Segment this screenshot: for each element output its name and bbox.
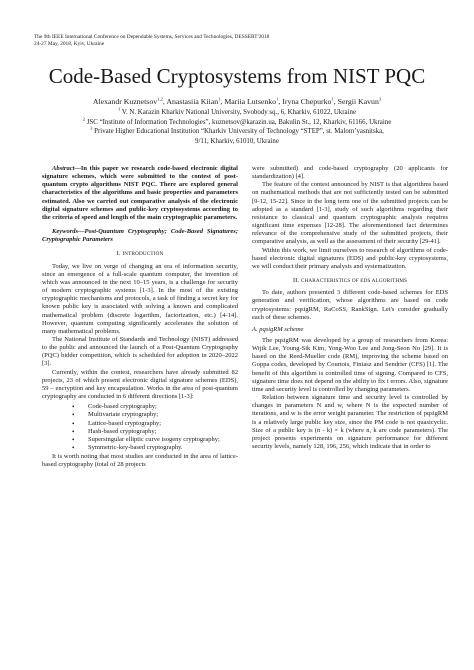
paragraph: It is worth noting that most studies are conducted in the area of lattice-based cryptography (total of 28 projects xyxy=(42,453,238,469)
bullet-icon: • xyxy=(72,435,75,444)
affiliation-line: $^2$ JSC “Institute of Information Technologies”, kuznetsov@karazin.ua, Bakulin St., 12, Kharkiv, 61166, Ukraine xyxy=(82,116,392,126)
paper-title: Code-Based Cryptosystems from NIST PQC xyxy=(48,64,426,88)
keywords: Keywords—Post-Quantum Cryptography; Code-Based Signatures; Cryptographic Parameters xyxy=(42,228,238,244)
author: Alexandr Kuznetsov$^{1,2}$ xyxy=(92,96,163,106)
conference-line-2: 24-27 May, 2018, Kyiv, Ukraine xyxy=(34,40,105,47)
list-item: • Lattice-based cryptography; xyxy=(72,419,162,428)
section-heading-eds: II. CHARACTERISTICS OF EDS ALGORITHMS xyxy=(292,277,408,285)
author: Sergii Kavun$^3$ xyxy=(337,96,382,106)
bullet-icon: • xyxy=(72,444,75,452)
affiliation-line: $^1$ V. N. Karazin Kharkiv National University, Svobody sq., 6, Kharkiv, 61022, Ukraine xyxy=(117,106,357,116)
author-list: Alexandr Kuznetsov$^{1,2}$, Anastasiia Kiian$^1$, Mariia Lutsenko$^1$, Iryna Chepurko$^1$, Sergii Kavun$^3$ xyxy=(92,96,382,106)
affiliations xyxy=(30,108,444,146)
section-heading-introduction: I. INTRODUCTION xyxy=(116,250,164,258)
paragraph: were submitted) and code-based cryptography (20 applicants for standardization) [4]. xyxy=(252,165,448,181)
conference-line-1: The 9th IEEE International Conference on Dependable Systems, Services and Technologies, DESSERT'2018 xyxy=(34,34,270,40)
subsection-heading-pqsigrm: A. pqsigRM scheme xyxy=(252,325,304,333)
author: Anastasiia Kiian$^1$ xyxy=(166,96,221,106)
paragraph: The pqsigRM was developed by a group of researchers from Korea: Wijik Lee, Young-Sik Kim, Yong-Woo Lee and Jong-Seon No [29]. It is based on the Reed-Mueller code (RM), improving the scheme based on Goppa codes, developed by Courtois, Finiasz and Sendrier (CFS) [1]. The benefit of this algorithm is controlled time of signing. Compared to CFS, signature time does not depend on the ability to fix t errors. Also, signature time and security level is controlled by changing parameters. xyxy=(252,336,448,393)
crypto-direction-list xyxy=(42,403,238,452)
paragraph: Currently, within the contest, researchers have already submitted 82 projects, 23 of which present electronic digital signature schemes (EDS), 59 – encryption and key encapsulation. Works in the area of post-quantum cryptography are conducted in 6 different directions [1-3]: xyxy=(42,368,238,401)
affiliation-line: $^3$ Private Higher Educational Institution “Kharkiv University of Technology “STEP”, st. Malom’yasnitska, xyxy=(90,125,384,136)
bullet-icon: • xyxy=(72,411,75,420)
abstract xyxy=(42,165,238,222)
abstract-text: —In this paper we research code-based electronic digital signature schemes, which were submitted to the contest of post-quantum crypto algorithms NIST PQC. There are explored general characteristics of the algorithms and basic properties and parameters estimated. Also we carried out comparative analysis of the electronic digital signature schemes and public-key cryptosystems according to the criteria of speed and length of the main cryptographic parameters. xyxy=(42,165,238,221)
paragraph: The feature of the contest announced by NIST is that algorithms based on mathematical methods that are not sufficiently tested can be submitted [9-12, 15-22]. Since in the long term one of the submitted projects can be adopted as a standard [1-3], study of such algorithms regarding their resistance to classical and quantum cryptographic analysis requires significant time expenses [12-28]. The aforementioned fact determines relevance of the comprehensive study of the submitted projects, their comparative analysis, as well as the assessment of their security [29-41]. xyxy=(252,181,448,246)
paragraph: The National Institute of Standards and Technology (NIST) addressed to the public and announced the launch of a Post-Quantum Cryptography (PQC) bidder competition, which is scheduled for adoption in 2020–2022 [3]. xyxy=(42,335,238,368)
affiliation-line: 9/11, Kharkiv, 61010, Ukraine xyxy=(195,137,279,145)
bullet-icon: • xyxy=(72,403,75,412)
abstract-label: Abstract xyxy=(52,165,75,172)
author: Mariia Lutsenko$^1$ xyxy=(224,96,279,106)
right-column xyxy=(252,165,448,451)
list-item: • Supersingular elliptic curve isogeny cryptography; xyxy=(72,435,220,444)
conference-header xyxy=(34,34,444,47)
author: Iryna Chepurko$^1$ xyxy=(282,96,334,106)
paragraph: Within this work, we limit ourselves to research of algorithms of code-based electronic digital signatures (EDS) and public-key cryptosystems, we will conduct their primary analysis and systematization. xyxy=(252,246,448,270)
list-item: • Multivariate cryptography; xyxy=(72,411,159,420)
left-column xyxy=(42,165,238,469)
bullet-icon: • xyxy=(72,419,75,428)
list-item: • Symmetric-key-based cryptography. xyxy=(72,444,183,452)
list-item: • Code-based cryptography; xyxy=(72,403,157,412)
bullet-icon: • xyxy=(72,427,75,436)
list-item: • Hash-based cryptography; xyxy=(72,427,157,436)
paragraph: Relation between signature time and security level is controlled by changes in parameters N and w, where N is the expected number of iterations, and w is the error weight parameter. The restriction of pqsigRM is a relatively large public key size, since the PM code is not quasicyclic. Size of a public key is (n - k) × k (where n, k are code parameters). The project presents experiments on signature performance for different security levels, namely 128, 196, 256, which indicate that in order to xyxy=(252,394,448,450)
paragraph: To date, authors presented 3 different code-based schemes for EDS generation and verification, whose algorithms are based on code cryptosystems: pqsigRM, RaCoSS, RankSign. Let's consider gradually each of these schemes. xyxy=(252,289,448,321)
paragraph: Today, we live on verge of changing an era of information security, since an emergence of a full-scale quantum computer, the invention of which was announced in the next 10–15 years, is a challenge for security of modern cryptographic systems [1-3]. In the most of the existing cryptographic mechanisms and protocols, a task of finding a secret key for known public key is associated with solving a known and complicated mathematical problem (discrete logarithm, factorization, etc.) [4-14]. However, quantum computing significantly accelerates the solution of many mathematical problems. xyxy=(42,262,238,335)
